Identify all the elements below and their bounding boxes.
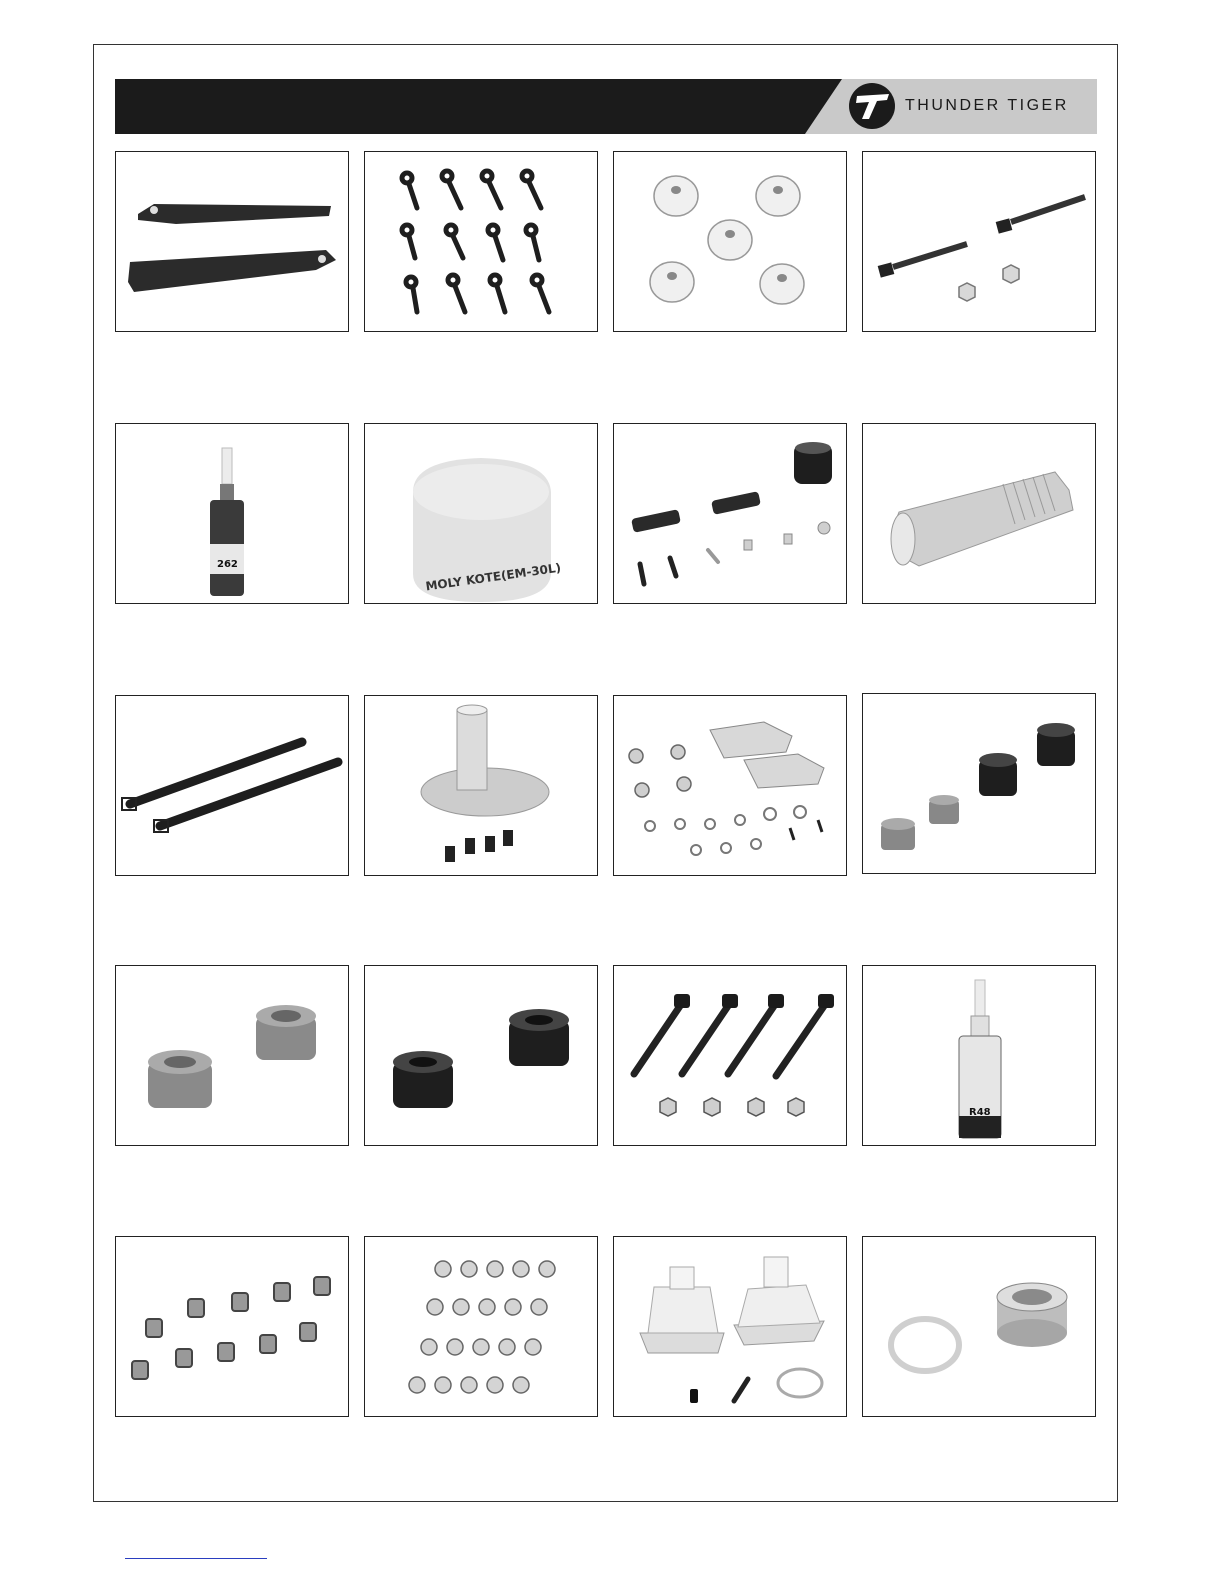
- bevel-gears-image: [614, 1237, 846, 1416]
- threadlocker-262-image: [116, 424, 348, 603]
- part-bushings: [115, 1236, 349, 1417]
- thunder-tiger-logo-icon: [849, 83, 895, 129]
- part-button-head-screws: [364, 1236, 598, 1417]
- part-gray-damper-rings: [115, 965, 349, 1146]
- bearing-and-washer-image: [863, 1237, 1095, 1416]
- velcro-straps-image: [116, 696, 348, 875]
- footer-link-line[interactable]: [125, 1558, 267, 1559]
- retaining-compound-r48-image: [863, 966, 1095, 1145]
- brand-name: THUNDER TIGER: [905, 97, 1069, 114]
- damper-rings-set-image: [863, 694, 1095, 873]
- part-velcro-straps: [115, 695, 349, 876]
- part-linkage-hardware: [613, 423, 847, 604]
- aluminum-hub-image: [365, 696, 597, 875]
- ball-links-image: [365, 152, 597, 331]
- part-moly-kote-grease: [364, 423, 598, 604]
- aluminum-sleeve-image: [863, 424, 1095, 603]
- bushings-image: [116, 1237, 348, 1416]
- part-aluminum-hub: [364, 695, 598, 876]
- black-damper-rings-image: [365, 966, 597, 1145]
- part-retaining-compound-r48: [862, 965, 1096, 1146]
- part-tail-blades: [115, 151, 349, 332]
- header-bar: [115, 79, 1097, 134]
- part-aluminum-sleeve: [862, 423, 1096, 604]
- part-threadlocker-262: [115, 423, 349, 604]
- rubber-dampers-image: [614, 152, 846, 331]
- part-black-damper-rings: [364, 965, 598, 1146]
- linkage-hardware-image: [614, 424, 846, 603]
- part-bearing-and-washer: [862, 1236, 1096, 1417]
- bolts-and-nuts-image: [863, 152, 1095, 331]
- button-head-screws-image: [365, 1237, 597, 1416]
- part-bevel-gears: [613, 1236, 847, 1417]
- moly-kote-label: MOLY KOTE(EM-30L): [424, 560, 562, 594]
- part-ball-links: [364, 151, 598, 332]
- part-long-bolts-with-nuts: [613, 965, 847, 1146]
- part-bolts-and-nuts: [862, 151, 1096, 332]
- threadlocker-label: 262: [217, 559, 238, 570]
- tail-blades-image: [116, 152, 348, 331]
- part-rubber-dampers: [613, 151, 847, 332]
- part-blade-grip-set: [613, 695, 847, 876]
- gray-damper-rings-image: [116, 966, 348, 1145]
- long-bolts-with-nuts-image: [614, 966, 846, 1145]
- part-damper-rings-set: [862, 693, 1096, 874]
- blade-grip-set-image: [614, 696, 846, 875]
- retaining-compound-label: R48: [969, 1107, 991, 1118]
